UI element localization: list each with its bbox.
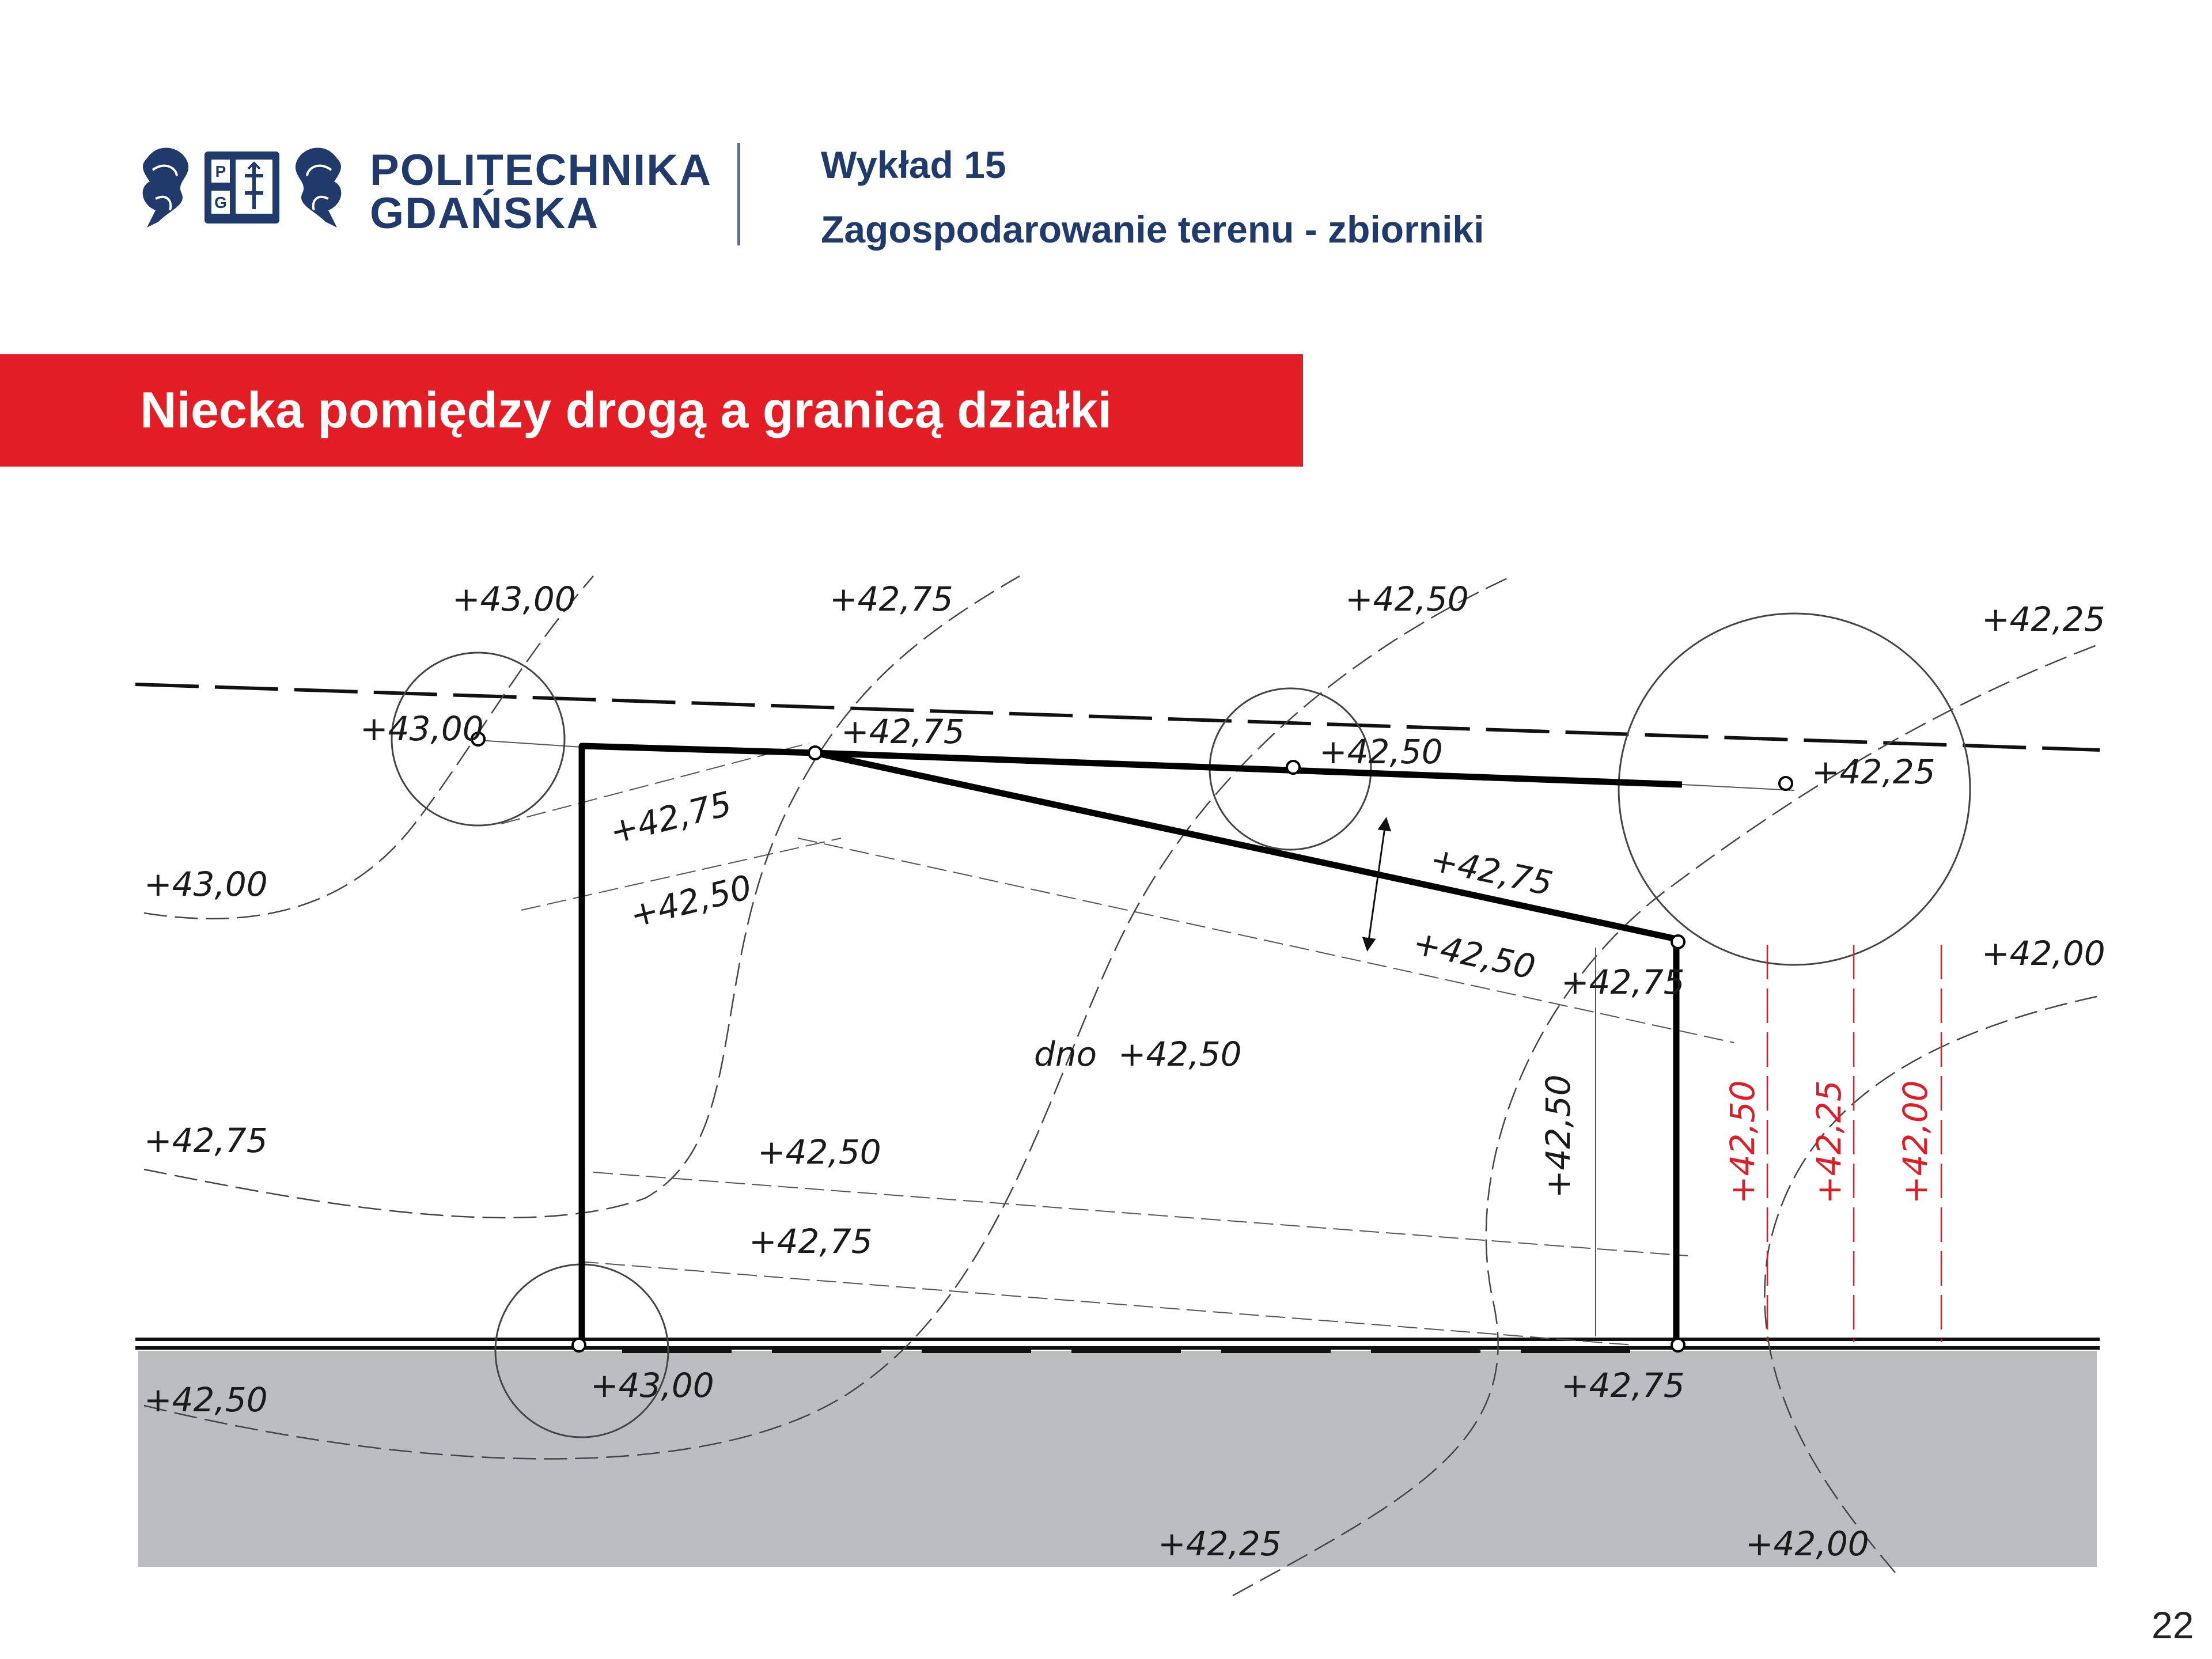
logo-line1: POLITECHNIKA: [370, 146, 712, 195]
logo-line2: GDAŃSKA: [370, 189, 600, 238]
slope-label: +42,75: [605, 783, 736, 852]
contour-label: +43,00: [452, 579, 576, 619]
spot-height: +43,00: [360, 709, 484, 748]
contour-label: +42,50: [144, 1380, 268, 1419]
spot-height: +42,25: [1812, 752, 1936, 791]
point-marker: [573, 1339, 585, 1351]
page-number: 22: [2152, 1604, 2194, 1646]
slope-label: +42,50: [1410, 923, 1539, 987]
lecture-number: Wykład 15: [821, 143, 1006, 186]
basin-bottom-label: dno +42,50: [1034, 1035, 1242, 1074]
slide-title: Niecka pomiędzy drogą a granicą działki: [140, 381, 1112, 438]
spot-height: +42,75: [841, 712, 965, 751]
contour-label: +42,00: [1982, 934, 2105, 973]
point-marker: [809, 747, 821, 759]
red-label: +42,00: [1896, 1080, 1935, 1204]
svg-text:G: G: [214, 194, 227, 211]
contour-label: +42,00: [1745, 1524, 1869, 1563]
point-marker: [1672, 1339, 1684, 1351]
slope-label: +42,50: [1539, 1074, 1578, 1198]
red-label: +42,50: [1723, 1080, 1762, 1204]
spot-height: +42,75: [1561, 1366, 1685, 1405]
svg-text:P: P: [215, 162, 226, 180]
contour-label: +43,00: [144, 865, 268, 904]
point-marker: [1779, 777, 1792, 790]
slope-label: +42,50: [626, 867, 756, 935]
slope-label: +42,75: [749, 1222, 873, 1261]
red-label: +42,25: [1809, 1080, 1849, 1204]
slope-arrow: [1368, 824, 1385, 945]
point-marker: [1672, 935, 1684, 948]
contour-label: +42,25: [1982, 600, 2105, 639]
slope-label: +42,75: [1561, 963, 1685, 1002]
slope-label: +42,50: [757, 1132, 881, 1172]
contour-label: +42,50: [1345, 579, 1469, 619]
lecture-topic: Zagospodarowanie terenu - zbiorniki: [821, 208, 1484, 251]
point-marker: [1287, 761, 1300, 774]
spot-height: +43,00: [590, 1366, 714, 1405]
contour-label: +42,25: [1158, 1524, 1282, 1563]
contour-label: +42,75: [830, 579, 953, 619]
slope-label: +42,75: [1427, 839, 1556, 904]
contour-label: +42,75: [144, 1121, 268, 1160]
spot-height: +42,50: [1319, 732, 1443, 771]
